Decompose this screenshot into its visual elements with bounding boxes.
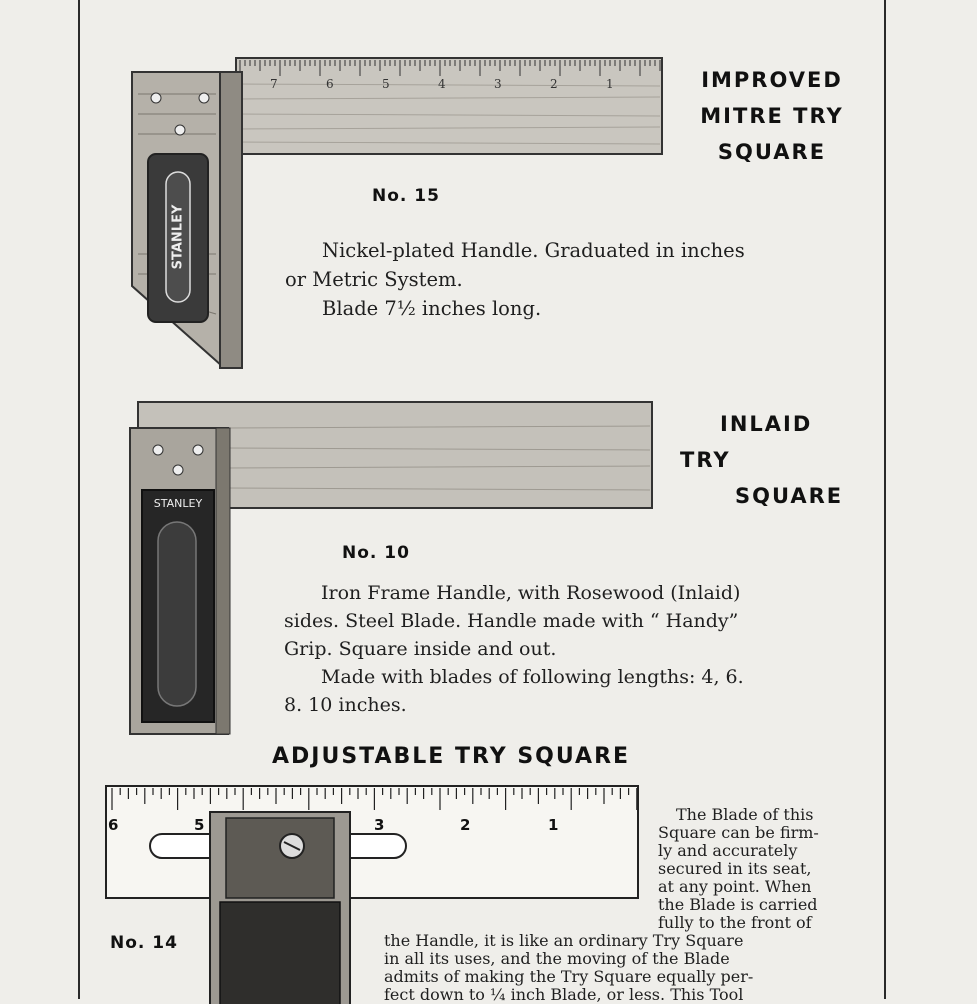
adjustable-side-text xyxy=(658,806,864,932)
adjustable-bottom-text xyxy=(384,932,864,1004)
ruler-number: 5 xyxy=(194,816,205,834)
inlaid-desc-line-1: Iron Frame Handle, with Rosewood (Inlaid) xyxy=(321,582,741,604)
mitre-heading-line-3: SQUARE xyxy=(717,140,827,164)
inlaid-description xyxy=(284,579,866,719)
inlaid-desc-line-4: Made with blades of following lengths: 4, 6. xyxy=(321,666,744,688)
inlaid-brand-mark: STANLEY xyxy=(153,497,203,510)
mitre-desc-line-3: Blade 7½ inches long. xyxy=(322,297,542,320)
inlaid-heading-line-3: SQUARE xyxy=(735,484,844,508)
bottom-line-3: admits of making the Try Square equally per- xyxy=(384,967,754,986)
mitre-desc-line-2: or Metric System. xyxy=(285,268,463,291)
inlaid-heading-line-1: INLAID xyxy=(720,412,813,436)
ruler-number: 2 xyxy=(550,77,558,91)
ruler-number: 4 xyxy=(438,77,446,91)
inlaid-desc-line-3: Grip. Square inside and out. xyxy=(284,638,557,660)
ruler-number: 7 xyxy=(270,77,278,91)
mitre-heading xyxy=(682,62,862,170)
bottom-line-1: the Handle, it is like an ordinary Try Square xyxy=(384,931,744,950)
ruler-number: 2 xyxy=(460,816,471,834)
inlaid-model-number: No. 10 xyxy=(342,543,410,563)
mitre-heading-line-1: IMPROVED xyxy=(701,68,843,92)
ruler-number: 3 xyxy=(494,77,502,91)
side-line-7: fully to the front of xyxy=(658,913,812,932)
bottom-line-2: in all its uses, and the moving of the Blade xyxy=(384,949,730,968)
mitre-description xyxy=(285,236,865,323)
ruler-number: 6 xyxy=(326,77,334,91)
mitre-heading-line-2: MITRE TRY xyxy=(700,104,844,128)
stanley-brand-mark: STANLEY xyxy=(170,204,186,270)
inlaid-heading xyxy=(680,406,870,514)
inlaid-desc-line-5: 8. 10 inches. xyxy=(284,694,407,716)
side-line-1: The Blade of this xyxy=(676,805,814,824)
bottom-line-4: fect down to ¼ inch Blade, or less. This Tool xyxy=(384,985,744,1004)
ruler-number: 5 xyxy=(382,77,390,91)
mitre-desc-line-1: Nickel-plated Handle. Graduated in inches xyxy=(322,239,745,262)
inlaid-desc-line-2: sides. Steel Blade. Handle made with “ Handy” xyxy=(284,610,739,632)
ruler-number: 1 xyxy=(548,816,559,834)
adjustable-heading: ADJUSTABLE TRY SQUARE xyxy=(272,744,631,769)
side-line-3: ly and accurately xyxy=(658,841,798,860)
side-line-2: Square can be firm- xyxy=(658,823,819,842)
ruler-number: 3 xyxy=(374,816,385,834)
mitre-model-number: No. 15 xyxy=(372,186,440,206)
inlaid-heading-line-2: TRY xyxy=(680,448,731,472)
ruler-number: 6 xyxy=(108,816,119,834)
side-line-4: secured in its seat, xyxy=(658,859,812,878)
adjustable-model-number: No. 14 xyxy=(110,933,178,953)
side-line-6: the Blade is carried xyxy=(658,895,818,914)
side-line-5: at any point. When xyxy=(658,877,812,896)
mitre-try-square-illustration xyxy=(128,54,668,374)
ruler-number: 1 xyxy=(606,77,614,91)
